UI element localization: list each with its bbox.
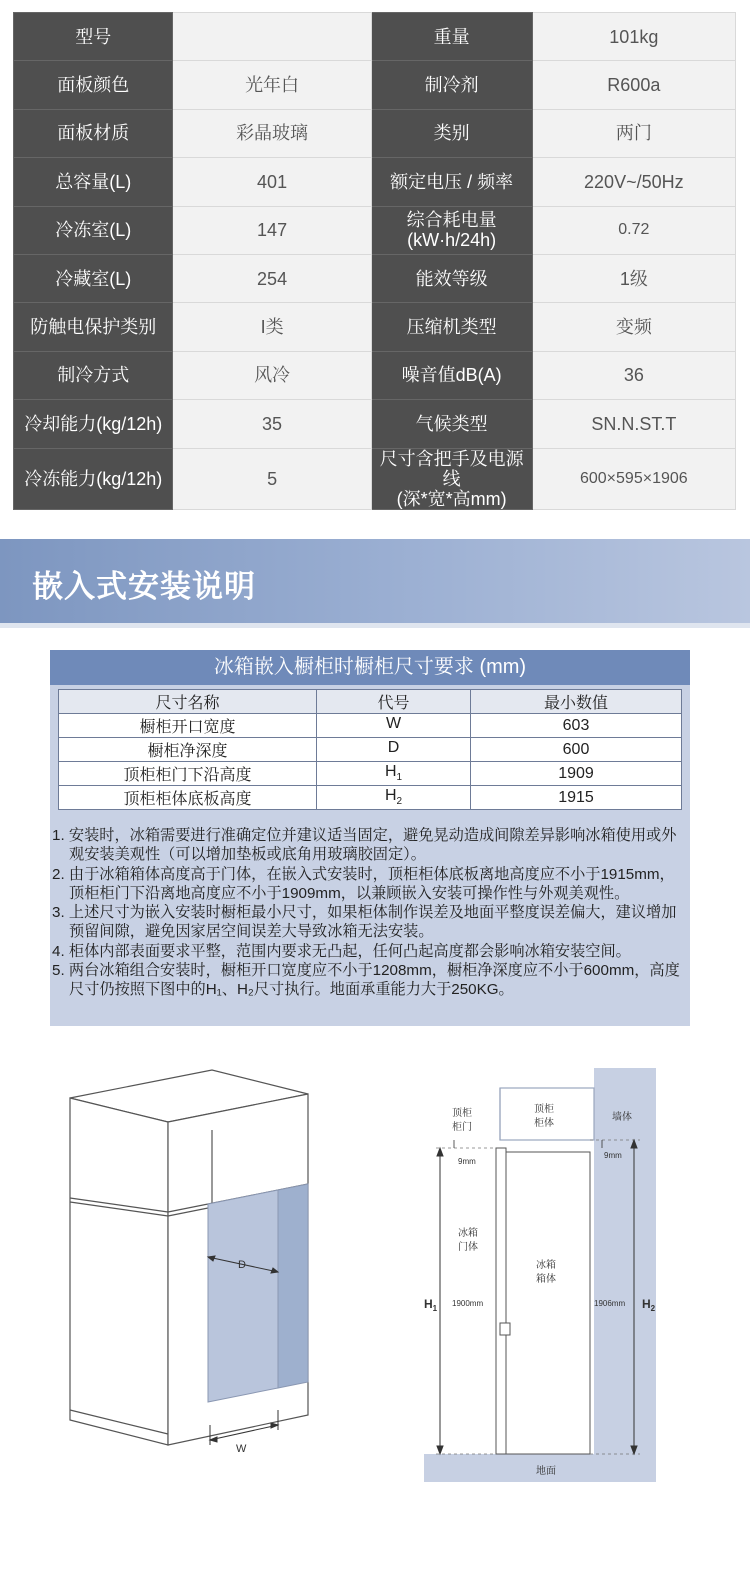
section-title: 嵌入式安装说明 [32, 569, 256, 604]
spec-value: 0.72 [532, 206, 735, 254]
requirements-table [58, 689, 682, 810]
spec-row [14, 400, 736, 448]
row-value: 600 [471, 738, 682, 762]
row-code-letter: D [387, 739, 400, 757]
wall [594, 1068, 656, 1458]
spec-value: 36 [532, 351, 735, 399]
spec-label: 防触电保护类别 [14, 303, 173, 351]
row-code-letter: H [384, 763, 397, 781]
spec-label: 面板材质 [14, 109, 173, 157]
table-row [59, 714, 682, 738]
spec-value: 5 [173, 448, 371, 509]
spec-value: 光年白 [173, 61, 371, 109]
spec-value: 变频 [532, 303, 735, 351]
row-value: 603 [471, 714, 682, 738]
spec-table [13, 12, 736, 510]
note-item: 1. 安装时，冰箱需要进行准确定位并建议适当固定，避免晃动造成间隙差异影响冰箱使用或外观安装美观性（可以增加垫板或底角用玻璃胶固定）。 [52, 827, 677, 864]
row-code [317, 762, 471, 786]
spec-value: 101kg [532, 13, 735, 61]
fridge-body [506, 1152, 590, 1454]
header-code: 代号 [317, 690, 471, 714]
note-item: 5. 两台冰箱组合安装时，橱柜开口宽度应不小于1208mm，橱柜净深度应不小于600mm，高度尺寸仍按照下图中的H₁、H₂尺寸执行。地面承重能力大于250KG。 [52, 962, 680, 999]
spec-value: 彩晶玻璃 [173, 109, 371, 157]
spec-label: 额定电压 / 频率 [371, 158, 532, 206]
label-h2-value: 1906mm [594, 1299, 626, 1308]
note-item: 4. 柜体内部表面要求平整，范围内要求无凸起，任何凸起高度都会影响冰箱安装空间。 [52, 942, 631, 960]
requirements-header-row [59, 690, 682, 714]
spec-value: 风冷 [173, 351, 371, 399]
spec-row [14, 254, 736, 302]
h1-dimension [437, 1148, 443, 1454]
spec-label: 重量 [371, 13, 532, 61]
row-code [317, 738, 471, 762]
row-code-subscript: 1 [396, 772, 403, 784]
gap-markers [454, 1140, 602, 1148]
row-code [317, 786, 471, 810]
spec-value: 254 [173, 254, 371, 302]
spec-label: 类别 [371, 109, 532, 157]
row-name: 顶柜柜体底板高度 [59, 786, 317, 810]
note-item: 3. 上述尺寸为嵌入安装时橱柜最小尺寸，如果柜体制作误差及地面平整度误差偏大，建议增加预留间隙，避免因家居空间误差大导致冰箱无法安装。 [52, 904, 677, 941]
label-top-body: 顶柜 [534, 1104, 554, 1115]
header-name: 尺寸名称 [59, 690, 317, 714]
spec-row [14, 303, 736, 351]
label-floor: 地面 [536, 1466, 556, 1477]
row-code-letter: H [384, 787, 397, 805]
cabinet-opening [208, 1190, 278, 1402]
row-name: 顶柜柜门下沿高度 [59, 762, 317, 786]
spec-row [14, 448, 736, 509]
spec-label: 冷冻室(L) [14, 206, 173, 254]
spec-value: 401 [173, 158, 371, 206]
label-fridge-door: 冰箱 [458, 1228, 478, 1239]
spec-row [14, 206, 736, 254]
label-h1-value: 1900mm [452, 1299, 484, 1308]
label-wall: 墙体 [612, 1112, 632, 1123]
spec-value [173, 13, 371, 61]
spec-value: 35 [173, 400, 371, 448]
note-item: 2. 由于冰箱箱体高度高于门体，在嵌入式安装时，顶柜柜体底板离地高度应不小于1915mm，顶柜柜门下沿离地高度应不小于1909mm，以兼顾嵌入安装可操作性与外观美观性。 [52, 865, 675, 902]
label-top-door-2: 柜门 [452, 1122, 472, 1133]
label-gap-left: 9mm [458, 1157, 476, 1166]
label-fridge-door-2: 门体 [458, 1242, 478, 1253]
table-row [59, 762, 682, 786]
row-code-subscript: 2 [396, 796, 403, 808]
label-h1: $H_1$ [424, 1297, 438, 1313]
banner-divider [0, 623, 750, 628]
spec-label: 气候类型 [371, 400, 532, 448]
spec-label-line: 综合耗电量 [406, 210, 497, 231]
spec-label-line: 尺寸含把手及电源线 [379, 448, 524, 489]
spec-label: 能效等级 [371, 254, 532, 302]
spec-label: 型号 [14, 13, 173, 61]
label-w: W [236, 1443, 247, 1455]
spec-label: 冷藏室(L) [14, 254, 173, 302]
spec-label: 总容量(L) [14, 158, 173, 206]
row-value: 1909 [471, 762, 682, 786]
label-fridge-body-2: 箱体 [536, 1274, 556, 1285]
spec-label: 制冷方式 [14, 351, 173, 399]
fridge-door [496, 1148, 506, 1454]
spec-value: 1级 [532, 254, 735, 302]
label-top-door: 顶柜 [452, 1108, 472, 1119]
row-name: 橱柜净深度 [59, 738, 317, 762]
row-value: 1915 [471, 786, 682, 810]
label-d: D [238, 1259, 246, 1271]
spec-value: 两门 [532, 109, 735, 157]
requirements-title: 冰箱嵌入橱柜时橱柜尺寸要求 (mm) [50, 650, 690, 685]
cabinet-front-face [70, 1098, 168, 1445]
spec-row [14, 13, 736, 61]
spec-row [14, 61, 736, 109]
spec-row [14, 109, 736, 157]
spec-label: 冷冻能力(kg/12h) [14, 448, 173, 509]
spec-label: 制冷剂 [371, 61, 532, 109]
section-banner [0, 539, 750, 623]
requirements-box [50, 650, 690, 1026]
spec-label: 压缩机类型 [371, 303, 532, 351]
spec-row [14, 158, 736, 206]
spec-value: 147 [173, 206, 371, 254]
spec-label: 噪音值dB(A) [371, 351, 532, 399]
header-value: 最小数值 [471, 690, 682, 714]
spec-value: SN.N.ST.T [532, 400, 735, 448]
spec-label [371, 206, 532, 254]
label-gap-right: 9mm [604, 1151, 622, 1160]
row-name: 橱柜开口宽度 [59, 714, 317, 738]
table-row [59, 786, 682, 810]
spec-label-line: (深*宽*高mm) [396, 488, 507, 509]
label-h2: $H_2$ [642, 1297, 656, 1313]
cabinet-diagram [40, 1050, 340, 1490]
spec-label: 冷却能力(kg/12h) [14, 400, 173, 448]
row-code-letter: W [385, 715, 402, 733]
installation-notes [52, 826, 690, 1000]
spec-row [14, 351, 736, 399]
spec-label: 面板颜色 [14, 61, 173, 109]
label-fridge-body: 冰箱 [536, 1260, 556, 1271]
side-view-diagram [418, 1068, 668, 1488]
table-row [59, 738, 682, 762]
label-top-body-2: 柜体 [534, 1118, 554, 1129]
spec-label-line: (kW·h/24h) [407, 230, 497, 251]
spec-value: 220V~/50Hz [532, 158, 735, 206]
row-code [317, 714, 471, 738]
spec-value: 600×595×1906 [532, 448, 735, 509]
spec-value: R600a [532, 61, 735, 109]
spec-value: I类 [173, 303, 371, 351]
spec-label [371, 448, 532, 509]
